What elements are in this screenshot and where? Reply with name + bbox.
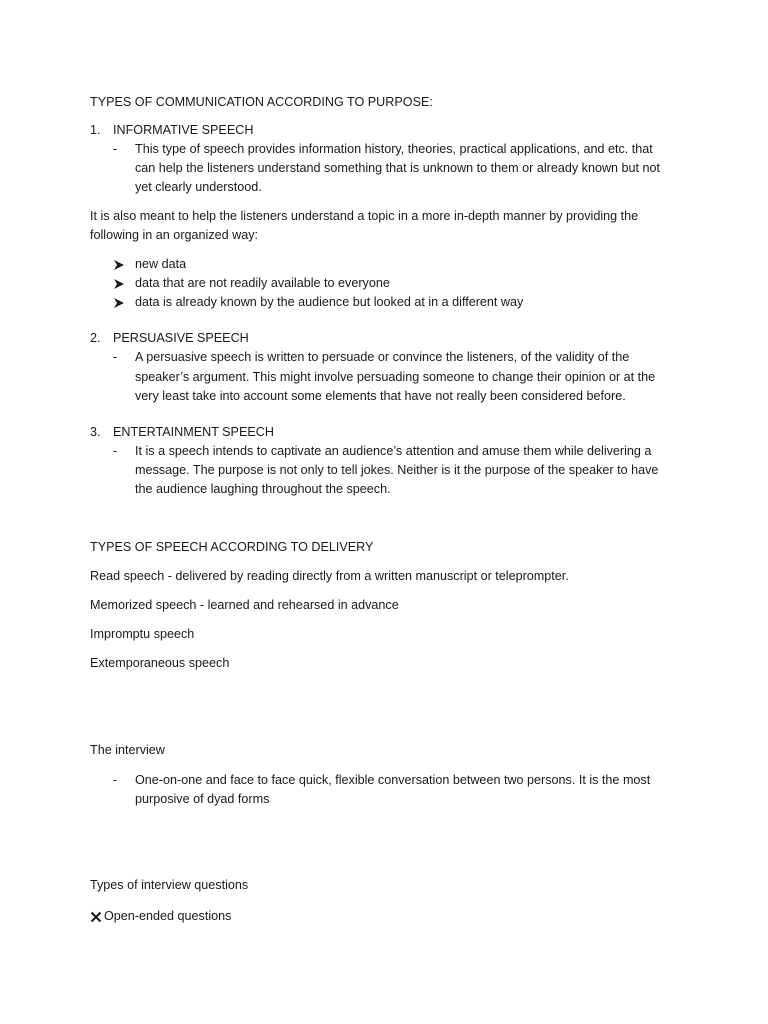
interview-heading: The interview <box>90 743 165 757</box>
list-number: 2. <box>90 331 101 345</box>
delivery-item: Impromptu speech <box>90 627 195 641</box>
paragraph-line: the audience laughing throughout the speech. <box>135 482 391 496</box>
paragraph-line: This type of speech provides information history, theories, practical applications, and etc. that <box>135 142 653 156</box>
subsection-title-informative: INFORMATIVE SPEECH <box>113 123 254 137</box>
list-item: data that are not readily available to everyone <box>135 276 390 290</box>
list-item: new data <box>135 257 187 271</box>
arrow-bullet-icon <box>113 278 125 290</box>
list-item: data is already known by the audience but looked at in a different way <box>135 295 524 309</box>
dash-bullet: - <box>113 350 118 364</box>
paragraph-line: A persuasive speech is written to persuade or convince the listeners, of the validity of the <box>135 350 630 364</box>
x-mark-icon <box>90 911 102 923</box>
paragraph-line: One-on-one and face to face quick, flexible conversation between two persons. It is the most <box>135 773 651 787</box>
list-number: 3. <box>90 425 101 439</box>
paragraph-line: very least take into account some elements that have not really been considered before. <box>135 389 626 403</box>
section-heading-purpose: TYPES OF COMMUNICATION ACCORDING TO PURPOSE: <box>90 95 433 109</box>
paragraph-line: speaker’s argument. This might involve persuading someone to change their opinion or at the <box>135 370 656 384</box>
list-item: Open-ended questions <box>104 909 232 923</box>
delivery-item: Memorized speech - learned and rehearsed in advance <box>90 598 399 612</box>
delivery-item: Extemporaneous speech <box>90 656 230 670</box>
arrow-bullet-icon <box>113 259 125 271</box>
arrow-bullet-icon <box>113 297 125 309</box>
subsection-title-entertainment: ENTERTAINMENT SPEECH <box>113 425 274 439</box>
subsection-title-persuasive: PERSUASIVE SPEECH <box>113 331 249 345</box>
list-number: 1. <box>90 123 101 137</box>
dash-bullet: - <box>113 444 118 458</box>
paragraph-line: message. The purpose is not only to tell jokes. Neither is it the purpose of the speaker to have <box>135 463 659 477</box>
paragraph-line: following in an organized way: <box>90 228 259 242</box>
section-heading-delivery: TYPES OF SPEECH ACCORDING TO DELIVERY <box>90 540 374 554</box>
questions-heading: Types of interview questions <box>90 878 249 892</box>
paragraph-line: can help the listeners understand something that is unknown to them or already known but not <box>135 161 661 175</box>
paragraph-line: purposive of dyad forms <box>135 792 270 806</box>
dash-bullet: - <box>113 142 118 156</box>
paragraph-line: It is also meant to help the listeners understand a topic in a more in-depth manner by providing the <box>90 209 639 223</box>
paragraph-line: yet clearly understood. <box>135 180 262 194</box>
dash-bullet: - <box>113 773 118 787</box>
paragraph-line: It is a speech intends to captivate an audience’s attention and amuse them while delivering a <box>135 444 652 458</box>
delivery-item: Read speech - delivered by reading directly from a written manuscript or teleprompter. <box>90 569 569 583</box>
